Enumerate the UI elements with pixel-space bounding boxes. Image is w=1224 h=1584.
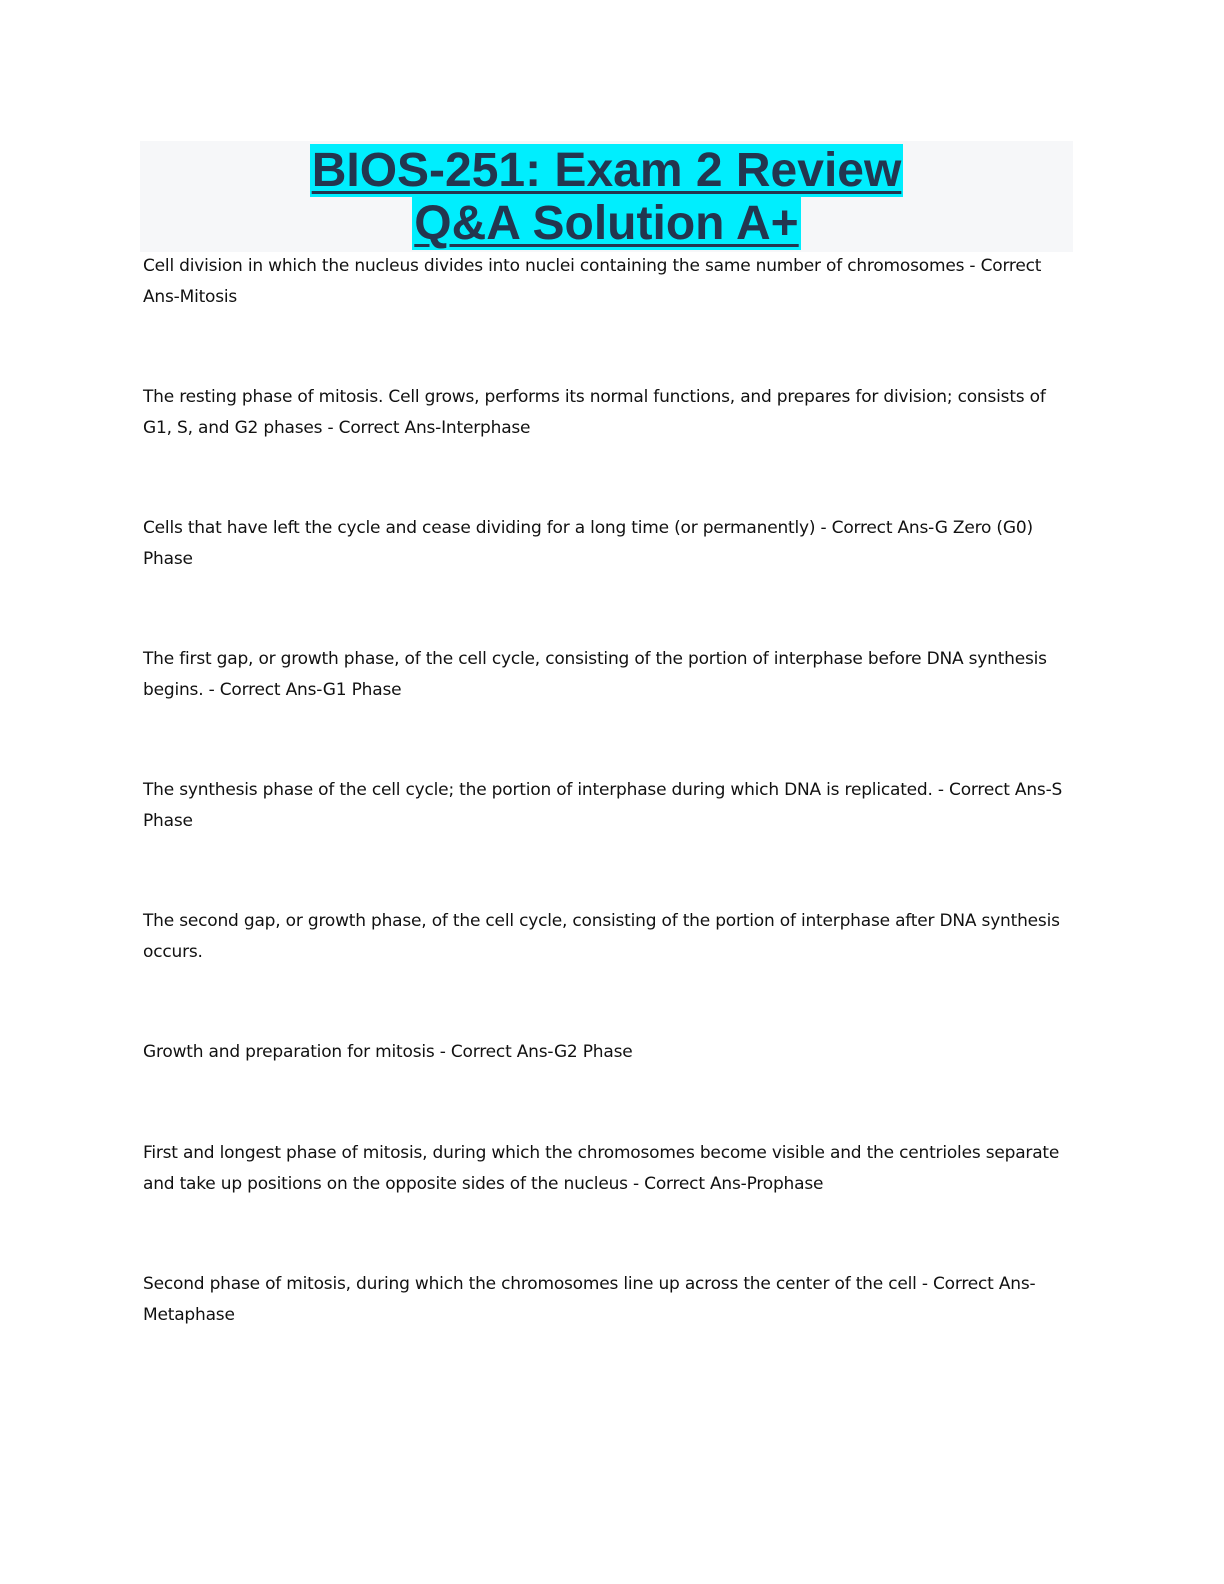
qa-item-s-phase: The synthesis phase of the cell cycle; the portion of interphase during which DNA is replicated. - Correct Ans-S Phase (143, 780, 1063, 831)
qa-item-interphase: The resting phase of mitosis. Cell grows, performs its normal functions, and prepares for division; consists of G1, S, and G2 phases - Correct Ans-Interphase (143, 387, 1046, 438)
qa-item-g0-phase: Cells that have left the cycle and cease dividing for a long time (or permanently) - Correct Ans-G Zero (G0) Phase (143, 518, 1033, 569)
title-line-1: BIOS-251: Exam 2 Review (311, 144, 902, 197)
qa-item-second-gap: The second gap, or growth phase, of the cell cycle, consisting of the portion of interphase after DNA synthesis occurs. (143, 911, 1060, 962)
qa-item-g1-phase: The first gap, or growth phase, of the cell cycle, consisting of the portion of interphase before DNA synthesis begins. - Correct Ans-G1 Phase (143, 649, 1047, 700)
qa-item-prophase: First and longest phase of mitosis, during which the chromosomes become visible and the centrioles separate and take up positions on the opposite sides of the nucleus - Correct Ans-Prophase (143, 1143, 1060, 1194)
qa-item-metaphase: Second phase of mitosis, during which the chromosomes line up across the center of the cell - Correct Ans-Metaphase (143, 1274, 1036, 1325)
title-line-2: Q&A Solution A+ (414, 197, 799, 250)
qa-item-mitosis: Cell division in which the nucleus divides into nuclei containing the same number of chromosomes - Correct Ans-Mitosis (143, 256, 1042, 307)
document-title (140, 141, 1073, 252)
qa-item-g2-phase: Growth and preparation for mitosis - Correct Ans-G2 Phase (143, 1042, 633, 1062)
